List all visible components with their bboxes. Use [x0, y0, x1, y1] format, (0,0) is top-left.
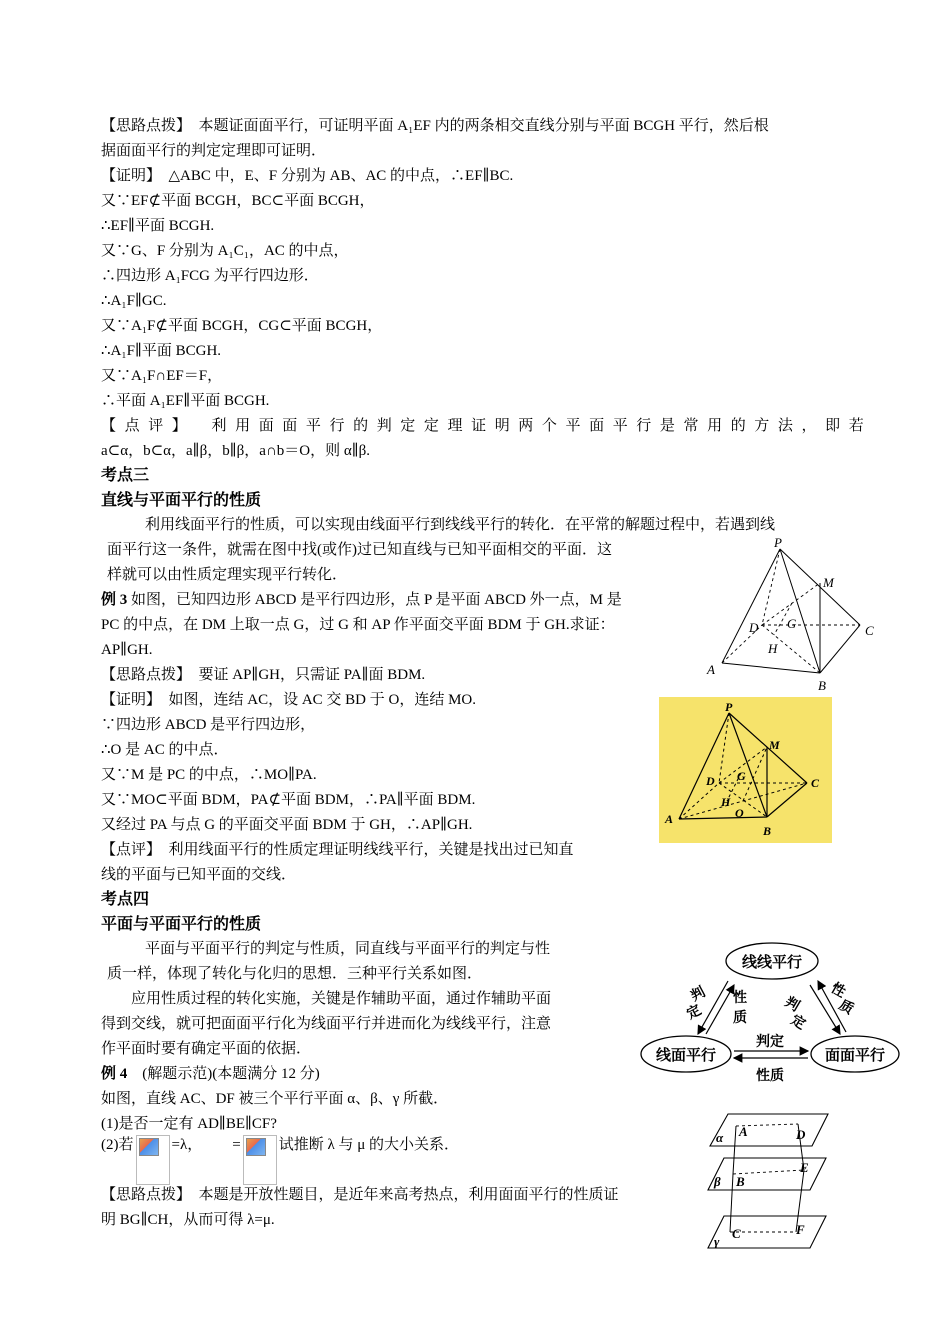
- example-line: [101, 1064, 320, 1084]
- parallel-relation-diagram: [640, 938, 902, 1088]
- edge-label: 性: [733, 991, 747, 1006]
- text-line: 【证明】 如图，连结 AC，设 AC 交 BD 于 O，连结 MO.: [101, 692, 477, 708]
- plane-label: α: [716, 1130, 724, 1145]
- point-label: E: [800, 1160, 809, 1175]
- text-line: 又∵A₁F∩EF＝F，: [101, 368, 223, 384]
- vertex-label: D: [706, 774, 715, 788]
- example-text: (解题示范)(本题满分 12 分): [127, 1066, 320, 1082]
- vertex-label: B: [818, 678, 826, 693]
- example-line: [101, 590, 622, 610]
- text-line: 又∵EF⊄平面 BCGH，BC⊂平面 BCGH，: [101, 193, 375, 209]
- text-line: (1)是否一定有 AD∥BE∥CF?: [101, 1116, 277, 1132]
- text-line: ∴O 是 AC 的中点．: [101, 742, 229, 758]
- text-line: 【思路点拨】 要证 AP∥GH，只需证 PA∥面 BDM.: [101, 667, 426, 683]
- text-line: AP∥GH.: [101, 642, 153, 658]
- arrow: [706, 985, 734, 1034]
- text-line: 得到交线，就可把面面平行化为线面平行并进而化为线线平行，注意: [101, 1016, 552, 1032]
- text-line: 作平面时要有确定平面的依据．: [101, 1041, 312, 1057]
- text-line: 利用线面平行的性质，可以实现由线面平行到线线平行的转化．在平常的解题过程中，若遇到线: [145, 517, 776, 533]
- text-line: 又∵A₁F⊄平面 BCGH，CG⊂平面 BCGH，: [101, 318, 383, 334]
- point-label: B: [736, 1174, 745, 1189]
- text-part: =λ，: [171, 1137, 203, 1153]
- text-line: 样就可以由性质定理实现平行转化．: [107, 567, 348, 583]
- vertex-label: P: [725, 700, 733, 714]
- text-line: ∴A₁F∥平面 BCGH.: [101, 343, 222, 359]
- vertex-label: D: [749, 620, 759, 635]
- section-title: 平面与平面平行的性质: [101, 914, 262, 933]
- text-line: 【点评】 利用线面平行的性质定理证明线线平行，关键是找出过已知直: [101, 842, 574, 858]
- edge-label: 质: [835, 997, 856, 1018]
- vertex-label: M: [769, 738, 780, 752]
- point-label: F: [796, 1222, 805, 1237]
- text-part: =: [232, 1137, 241, 1153]
- text-line: PC 的中点，在 DM 上取一点 G，过 G 和 AP 作平面交平面 BDM 于 GH.求证：: [101, 617, 615, 633]
- point-label: D: [796, 1127, 806, 1142]
- vertex-label: O: [735, 806, 744, 820]
- node-label: 线面平行: [655, 1048, 717, 1064]
- broken-image-icon: [136, 1135, 170, 1185]
- point-label: A: [739, 1124, 748, 1139]
- edge-label: 定: [787, 1012, 808, 1033]
- vertex-label: A: [707, 662, 715, 677]
- text-line: 又∵MO⊂平面 BDM，PA⊄平面 BDM，∴PA∥平面 BDM.: [101, 792, 476, 808]
- text-line: 平面与平面平行的判定与性质，同直线与平面平行的判定与性: [145, 941, 551, 957]
- edge-label: 性: [827, 980, 848, 1001]
- edge-label: 判: [688, 985, 709, 1005]
- vertex-label: C: [865, 623, 874, 638]
- vertex-label: G: [787, 616, 797, 631]
- text-line: 如图，直线 AC、DF 被三个平行平面 α、β、γ 所截．: [101, 1091, 449, 1107]
- text-line: 【思路点拨】 本题证面面平行，可证明平面 A₁EF 内的两条相交直线分别与平面 BCGH 平行，然后根: [101, 118, 769, 134]
- text-part: 试推断 λ 与 μ 的大小关系．: [278, 1137, 460, 1153]
- edge-label: 判: [781, 994, 802, 1015]
- plane-alpha: [710, 1114, 828, 1146]
- example-text: 如图，已知四边形 ABCD 是平行四边形，点 P 是平面 ABCD 外一点，M 是: [127, 592, 622, 608]
- text-line: ∴A₁F∥GC.: [101, 293, 167, 309]
- text-line: 又∵G、F 分别为 A₁C₁，AC 的中点，: [101, 243, 349, 259]
- text-line: 明 BG∥CH，从而可得 λ=μ.: [101, 1212, 275, 1228]
- text-line: 线的平面与已知平面的交线．: [101, 867, 297, 883]
- edge-label: 定: [684, 1003, 705, 1023]
- text-line: ∴EF∥平面 BCGH.: [101, 218, 215, 234]
- node-label: 线线平行: [741, 955, 803, 971]
- vertex-label: C: [811, 776, 820, 790]
- text-line: 【点评】 利用面面平行的判定定理证明两个平面平行是常用的方法，即若: [101, 418, 873, 434]
- text-line: 又∵M 是 PC 的中点，∴MO∥PA.: [101, 767, 317, 783]
- vertex-label: M: [823, 575, 834, 590]
- text-line: 应用性质过程的转化实施，关键是作辅助平面，通过作辅助平面: [131, 991, 552, 1007]
- vertex-label: B: [763, 824, 772, 838]
- example-label: 例 4: [101, 1066, 128, 1082]
- edge-label: 判定: [756, 1035, 784, 1050]
- text-line: 质一样，体现了转化与化归的思想．三种平行关系如图．: [107, 966, 483, 982]
- example-label: 例 3: [101, 592, 128, 608]
- node-label: 面面平行: [824, 1048, 886, 1064]
- vertex-label: A: [665, 812, 674, 826]
- text-line: ∴平面 A₁EF∥平面 BCGH.: [101, 393, 270, 409]
- section-title: 直线与平面平行的性质: [101, 490, 262, 509]
- text-line: ∴四边形 A₁FCG 为平行四边形．: [101, 268, 319, 284]
- text-line: 【思路点拨】 本题是开放性题目，是近年来高考热点，利用面面平行的性质证: [101, 1187, 619, 1203]
- vertex-label: H: [721, 795, 731, 809]
- point-label: C: [732, 1226, 741, 1241]
- section-heading: 考点四: [101, 889, 150, 908]
- plane-label: γ: [714, 1234, 720, 1249]
- broken-image-icon: [243, 1135, 277, 1185]
- vertex-label: H: [768, 641, 778, 656]
- edge-label: 性质: [756, 1069, 784, 1084]
- parallel-planes-figure: [700, 1112, 830, 1254]
- pyramid-figure: [700, 535, 885, 695]
- text-line: 又经过 PA 与点 G 的平面交平面 BDM 于 GH，∴AP∥GH.: [101, 817, 473, 833]
- vertex-label: P: [774, 535, 782, 550]
- text-line: 【证明】 △ABC 中，E、F 分别为 AB、AC 的中点，∴EF∥BC.: [101, 168, 514, 184]
- plane-label: β: [714, 1174, 721, 1189]
- edge-label: 质: [733, 1011, 747, 1026]
- text-line: 据面面平行的判定定理即可证明．: [101, 143, 327, 159]
- text-line: 面平行这一条件，就需在图中找(或作)过已知直线与已知平面相交的平面．这: [107, 542, 612, 558]
- vertex-label: G: [737, 769, 746, 783]
- formula-line: [101, 1135, 459, 1185]
- text-line: ∵四边形 ABCD 是平行四边形，: [101, 717, 316, 733]
- text-line: a⊂α，b⊂α，a∥β，b∥β，a∩b＝O，则 α∥β.: [101, 443, 371, 459]
- section-heading: 考点三: [101, 465, 150, 484]
- pyramid-figure-highlighted: [659, 697, 832, 843]
- text-part: (2)若: [101, 1137, 134, 1153]
